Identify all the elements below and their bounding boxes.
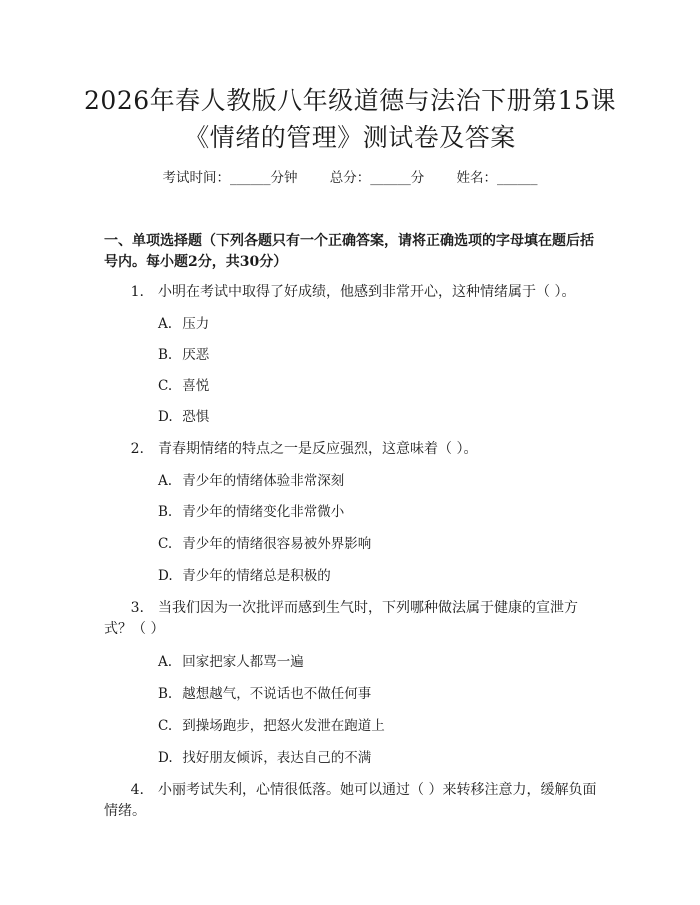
option-letter: A. (158, 654, 173, 670)
option-letter: B. (158, 504, 173, 520)
option-2b (158, 502, 344, 522)
option-letter: D. (158, 409, 173, 425)
question-stem: 小丽考试失利，心情很低落。她可以通过（ ）来转移注意力，缓解负面情绪。 (104, 782, 597, 819)
page-title: 2026年春人教版八年级道德与法治下册第15课《情绪的管理》测试卷及答案 (84, 86, 616, 152)
option-text: 厌恶 (182, 347, 210, 363)
total-score-field: 总分：______分 (329, 170, 425, 186)
option-1c (158, 376, 209, 396)
question-number: 2. (130, 441, 144, 457)
question-number: 3. (130, 600, 144, 616)
option-letter: C. (158, 536, 173, 552)
exam-info (0, 168, 700, 188)
option-text: 找好朋友倾诉，表达自己的不满 (182, 750, 372, 766)
option-text: 越想越气，不说话也不做任何事 (182, 686, 372, 702)
option-text: 青少年的情绪体验非常深刻 (182, 473, 345, 489)
option-text: 青少年的情绪很容易被外界影响 (182, 536, 372, 552)
option-text: 喜悦 (182, 378, 210, 394)
option-letter: B. (158, 686, 173, 702)
student-name-field: 姓名：______ (456, 170, 538, 186)
option-text: 青少年的情绪变化非常微小 (182, 504, 345, 520)
option-2c (158, 534, 371, 554)
option-letter: C. (158, 378, 173, 394)
question-number: 1. (130, 284, 144, 300)
option-letter: C. (158, 718, 173, 734)
option-letter: A. (158, 473, 173, 489)
question-3 (104, 598, 598, 640)
option-2d (158, 566, 331, 586)
option-2a (158, 471, 344, 491)
question-number: 4. (130, 782, 144, 798)
option-3b (158, 684, 371, 704)
exam-time-field: 考试时间：______分钟 (162, 170, 298, 186)
option-3a (158, 652, 304, 672)
option-text: 到操场跑步，把怒火发泄在跑道上 (182, 718, 385, 734)
question-1 (104, 282, 604, 303)
option-text: 压力 (182, 316, 210, 332)
question-4 (104, 780, 598, 822)
question-stem: 当我们因为一次批评而感到生气时，下列哪种做法属于健康的宣泄方式？（ ） (104, 600, 578, 637)
option-text: 青少年的情绪总是积极的 (182, 568, 331, 584)
option-letter: B. (158, 347, 173, 363)
option-1b (158, 345, 209, 365)
question-stem: 青春期情绪的特点之一是反应强烈，这意味着（ ）。 (158, 441, 478, 457)
question-2 (104, 439, 604, 460)
option-1a (158, 314, 209, 334)
option-letter: D. (158, 750, 173, 766)
option-3d (158, 748, 371, 768)
option-1d (158, 407, 209, 427)
option-3c (158, 716, 385, 736)
section-heading: 一、单项选择题（下列各题只有一个正确答案，请将正确选项的字母填在题后括号内。每小题2分，共30分） (104, 233, 594, 270)
option-letter: A. (158, 316, 173, 332)
option-text: 恐惧 (182, 409, 210, 425)
option-letter: D. (158, 568, 173, 584)
option-text: 回家把家人都骂一遍 (182, 654, 304, 670)
question-stem: 小明在考试中取得了好成绩，他感到非常开心，这种情绪属于（ ）。 (158, 284, 576, 300)
